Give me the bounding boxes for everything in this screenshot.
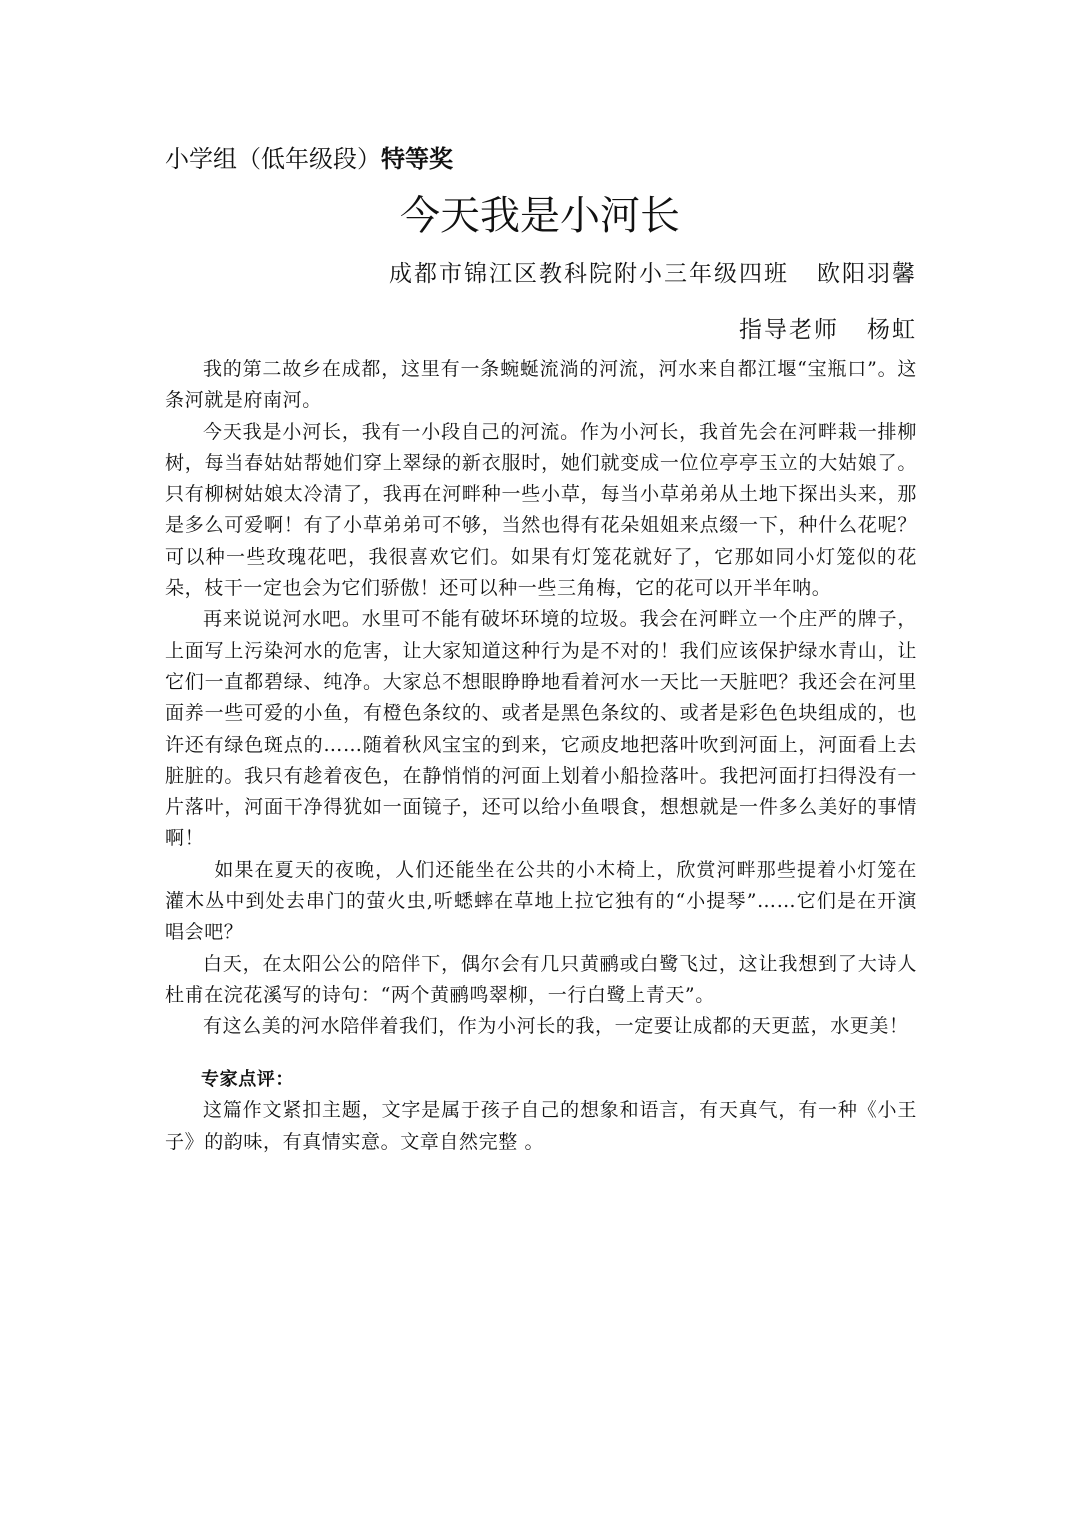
- paragraph: 再来说说河水吧。水里可不能有破坏环境的垃圾。我会在河畔立一个庄严的牌子，上面写上污染河水的危害，让大家知道这种行为是不对的！我们应该保护绿水青山，让它们一直都碧绿、纯净。大家总不想眼睁睁地看着河水一天比一天脏吧？我还会在河里面养一些可爱的小鱼，有橙色条纹的、或者是黑色条纹的、或者是彩色色块组成的，也许还有绿色斑点的……随着秋风宝宝的到来，它顽皮地把落叶吹到河面上，河面看上去脏脏的。我只有趁着夜色，在静悄悄的河面上划着小船捡落叶。我把河面打扫得没有一片落叶，河面干净得犹如一面镜子，还可以给小鱼喂食，想想就是一件多么美好的事情啊！: [165, 608, 917, 850]
- essay-body: [165, 354, 917, 1043]
- category-label: 小学组（低年级段）: [165, 145, 381, 173]
- paragraph: 今天我是小河长，我有一小段自己的河流。作为小河长，我首先会在河畔栽一排柳树，每当春姑姑帮她们穿上翠绿的新衣服时，她们就变成一位位亭亭玉立的大姑娘了。只有柳树姑娘太冷清了，我再在河畔种一些小草，每当小草弟弟从土地下探出头来，那是多么可爱啊！有了小草弟弟可不够，当然也得有花朵姐姐来点缀一下，种什么花呢？可以种一些玫瑰花吧，我很喜欢它们。如果有灯笼花就好了，它那如同小灯笼似的花朵，枝干一定也会为它们骄傲！还可以种一些三角梅，它的花可以开半年呐。: [165, 420, 917, 600]
- essay-title: 今天我是小河长: [400, 193, 680, 239]
- teacher-name: 杨虹: [867, 317, 917, 343]
- review-title: 专家点评：: [201, 1069, 294, 1090]
- review-text: 这篇作文紧扣主题，文字是属于孩子自己的想象和语言，有天真气，有一种《小王子》的韵味，有真情实意。文章自然完整 。: [165, 1099, 917, 1153]
- paragraph: 我的第二故乡在成都，这里有一条蜿蜒流淌的河流，河水来自都江堰“宝瓶口”。这条河就是府南河。: [165, 358, 917, 412]
- teacher-line: [739, 312, 917, 348]
- award-category: [165, 142, 453, 176]
- paragraph: 白天，在太阳公公的陪伴下，偶尔会有几只黄鹂或白鹭飞过，这让我想到了大诗人杜甫在浣花溪写的诗句：“两个黄鹂鸣翠柳，一行白鹭上青天”。: [165, 952, 917, 1006]
- author-line: [389, 256, 917, 292]
- expert-review: [165, 1064, 917, 1158]
- paragraph: 有这么美的河水陪伴着我们，作为小河长的我，一定要让成都的天更蓝，水更美！: [203, 1015, 909, 1038]
- teacher-label: 指导老师: [739, 317, 839, 343]
- paragraph: 如果在夏天的夜晚，人们还能坐在公共的小木椅上，欣赏河畔那些提着小灯笼在灌木丛中到处去串门的萤火虫,听蟋蟀在草地上拉它独有的“小提琴”……它们是在开演唱会吧？: [165, 858, 917, 944]
- award-label: 特等奖: [381, 145, 453, 173]
- author-name: 欧阳羽馨: [817, 261, 917, 287]
- author-school: 成都市锦江区教科院附小三年级四班: [389, 261, 789, 287]
